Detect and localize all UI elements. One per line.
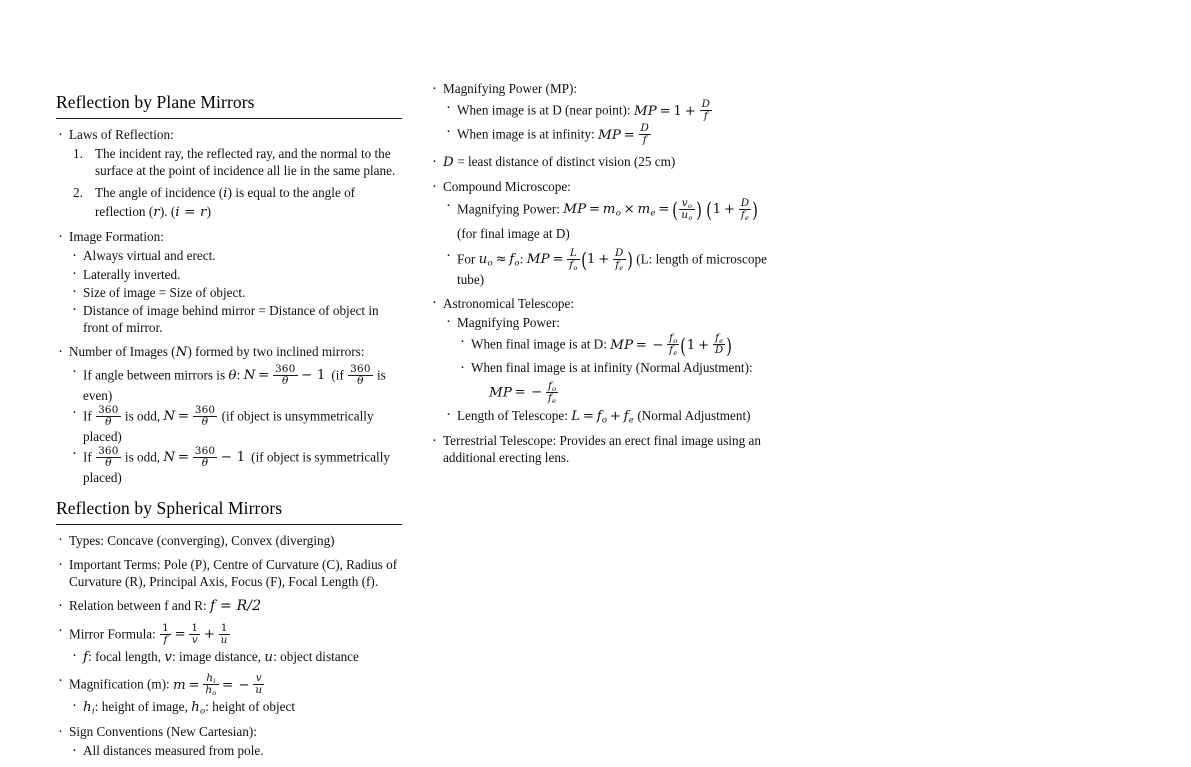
list-item-relation-f-r (56, 597, 402, 615)
list-item-terrestrial-telescope (430, 432, 782, 466)
frac-num-360-b: 360 (350, 362, 371, 375)
formula-n-odd-sym: N = $\frac{360}{\theta}$ − 1 (163, 450, 247, 465)
types-text: Types: Concave (converging), Convex (diverging) (69, 532, 335, 548)
list-item-if-4 (69, 302, 402, 336)
num-images-text-a: Number of Images ( (69, 344, 176, 360)
law-2-text-c: ). ( (159, 203, 176, 219)
list-item-cm-approximation: · For $u_o \approx f_o$: MP = $\frac{L}{f_o}$ (1 + $\frac{D}{f_e}$ ) (L: length of microscope tube) (443, 248, 782, 288)
list-item-magnifying-power (430, 80, 782, 146)
frac-den-theta-c: θ (96, 416, 121, 428)
compound-microscope-sublist (443, 198, 782, 288)
optical-instruments-list (430, 80, 782, 467)
cm-for-u-prefix: For (457, 251, 476, 267)
list-item-astronomical-telescope (430, 295, 782, 425)
right-column (430, 80, 782, 474)
list-item-at-magnifying-power (443, 314, 782, 404)
mag-sub-2: : height of object (205, 698, 296, 714)
d-definition-text: = least distance of distinct vision (25 cm) (457, 154, 676, 170)
frac-den-theta-d: θ (193, 416, 218, 428)
law-2-text-a: The angle of incidence ( (95, 185, 224, 201)
list-item-types (56, 532, 402, 549)
formula-n-even: N = $\frac{360}{\theta}$ − 1 (244, 368, 328, 383)
list-item-cm-magnifying-power (443, 198, 782, 242)
length-telescope-label: Length of Telescope: (457, 407, 568, 423)
astronomical-telescope-label: Astronomical Telescope: (443, 295, 575, 311)
heading-rule-2 (56, 524, 402, 525)
frac-num-360-d: 360 (194, 403, 216, 416)
list-item-if-3 (69, 284, 402, 301)
list-item-laws-of-reflection (56, 126, 402, 221)
mp-at-d-label: When image is at D (near point): (457, 102, 631, 118)
list-item-at-final-infinity (457, 359, 782, 404)
list-item-n-even: · If angle between mirrors is θ: N = $\frac{360}{\theta}$ − 1 (if $\frac{360}{\theta}$ is even) (69, 364, 402, 404)
symbol-N: N (175, 345, 188, 361)
mag-sub-1: : height of image, (94, 698, 192, 714)
list-item-mf-definitions (69, 648, 402, 666)
laws-numbered-list (69, 145, 402, 221)
formula-cm-mp: MP = $m_o \times m_e$ = ( $\frac{v_o}{u_o}$ ) (1 + $\frac{D}{f_e}$ ) (563, 196, 759, 223)
mf-sub-1: : focal length, (88, 648, 165, 664)
frac-360-theta-e (95, 444, 122, 469)
law-2-text-d: ) (206, 203, 212, 219)
formula-n-odd-unsym: N = $\frac{360}{\theta}$ (163, 403, 216, 428)
sc-1-text: All distances measured from pole. (83, 743, 264, 759)
mirror-formula-label: Mirror Formula: (69, 626, 156, 642)
laws-of-reflection-label: Laws of Reflection: (69, 127, 174, 142)
formula-telescope-length: $L = f_o + f_e$ (571, 408, 635, 426)
cm-for-final-image: (for final image at D) (457, 225, 570, 241)
left-column (56, 92, 402, 767)
symbol-f: f (83, 649, 89, 665)
n1-paren-open: (if (331, 367, 344, 383)
list-item-compound-microscope (430, 178, 782, 287)
heading-rule (56, 118, 402, 119)
list-item-if-2 (69, 266, 402, 283)
list-item-law-2 (69, 184, 402, 221)
n2-mid: is odd, (124, 408, 161, 424)
mf-sub-2: : image distance, (172, 648, 265, 664)
num-images-text-b: ) formed by two inclined mirrors: (187, 344, 365, 360)
list-item-mirror-formula (56, 623, 402, 666)
magnifying-power-label: Magnifying Power (MP): (443, 81, 578, 96)
symbol-h-i: $h_i$ (83, 699, 95, 717)
n1-suffix: is even) (83, 367, 386, 403)
list-item-mp-at-d (443, 99, 782, 122)
astronomical-telescope-sublist (443, 314, 782, 425)
formula-at-mp-d: MP = − $\frac{f_o}{f_e}$ (1 + $\frac{f_e}{D}$ ) (610, 332, 733, 358)
at-final-inf-label: When final image is at infinity (Normal Adjustment): (471, 360, 753, 376)
list-item-sc-1 (69, 742, 402, 759)
compound-microscope-label: Compound Microscope: (443, 179, 571, 195)
n3-post: (if object is symmetrically placed) (83, 449, 390, 485)
symbol-r: r (153, 204, 160, 220)
list-item-if-1 (69, 247, 402, 264)
symbol-i-equals-r: i = r (175, 204, 207, 220)
if-4-text: Distance of image behind mirror = Distance of object in front of mirror. (83, 302, 379, 336)
minus-one-b: − 1 (220, 450, 246, 466)
cm-mp-label: Magnifying Power: (457, 201, 560, 217)
list-item-mag-definitions (69, 698, 402, 716)
section-heading-plane-mirrors: Reflection by Plane Mirrors (56, 92, 255, 112)
list-item-mp-infinity (443, 123, 782, 146)
mp-infinity-label: When image is at infinity: (457, 126, 595, 142)
symbol-u-o-approx-f-o: $u_o \approx f_o$ (478, 252, 520, 269)
frac-den-theta-b: θ (348, 375, 373, 387)
formula-mirror: $\frac{1}{f}$ = $\frac{1}{v}$ + $\frac{1}{u}$ (162, 621, 228, 646)
frac-den-theta-a: θ (273, 375, 298, 387)
cm-tube-note: (L: length of microscope tube) (457, 251, 767, 287)
magnification-sublist (69, 698, 402, 716)
image-formation-label: Image Formation: (69, 229, 164, 245)
mf-sub-3: : object distance (273, 648, 359, 664)
formula-mp-near-point: MP = 1 + $\frac{D}{f}$ (633, 98, 711, 123)
frac-den-theta-f: θ (193, 457, 218, 469)
symbol-u: u (264, 649, 274, 665)
formula-magnification: m = $\frac{h_i}{h_o}$ = − $\frac{v}{u}$ (173, 671, 263, 697)
symbol-v: v (164, 649, 173, 665)
relation-label: Relation between f and R: (69, 598, 207, 614)
mirror-formula-sublist (69, 648, 402, 666)
symbol-D: D (443, 155, 454, 171)
magnification-label: Magnification (m): (69, 676, 170, 692)
if-3-text: Size of image = Size of object. (83, 284, 246, 300)
list-item-at-final-d (457, 333, 782, 356)
formula-cm-approx: MP = $\frac{L}{f_o}$ (1 + $\frac{D}{f_e}$ ) (526, 246, 633, 273)
spherical-mirrors-list (56, 532, 402, 760)
list-item-d-definition (430, 153, 782, 171)
list-item-n-odd-unsym (69, 405, 402, 445)
terms-text: Important Terms: Pole (P), Centre of Curvature (C), Radius of Curvature (R), Principal Axis, Focus (F), Focal Length (f). (69, 557, 398, 590)
symbol-h-o: $h_o$ (191, 699, 206, 717)
list-item-law-1 (69, 145, 402, 179)
n1-prefix: If angle between mirrors is (83, 367, 229, 383)
list-item-magnification (56, 673, 402, 716)
frac-den-theta-e: θ (96, 457, 121, 469)
n2-prefix: If (83, 408, 92, 424)
symbol-theta-1: θ (228, 368, 237, 384)
section-heading-spherical-mirrors: Reflection by Spherical Mirrors (56, 497, 283, 518)
frac-num-360-a: 360 (274, 362, 296, 375)
symbol-i: i (223, 186, 228, 202)
list-item-image-formation (56, 228, 402, 336)
if-1-text: Always virtual and erect. (83, 248, 216, 264)
terrestrial-telescope-text: Terrestrial Telescope: Provides an erect final image using an additional erecting lens. (443, 433, 761, 466)
frac-num-360-f: 360 (194, 444, 216, 457)
formula-at-mp-infinity: MP = − $\frac{f_o}{f_e}$ (489, 379, 557, 405)
formula-f-equals-r-over-2: f = R/2 (210, 598, 262, 615)
normal-adjustment-note: (Normal Adjustment) (637, 407, 751, 423)
frac-num-360-e: 360 (98, 444, 119, 457)
list-item-sign-conventions (56, 723, 402, 759)
frac-360-theta-c (95, 403, 122, 428)
if-2-text: Laterally inverted. (83, 266, 181, 282)
n3-prefix: If (83, 449, 92, 465)
sign-conventions-sublist (69, 742, 402, 759)
list-item-n-odd-sym (69, 446, 402, 486)
at-mp-sublist (457, 333, 782, 404)
law-2-text-b: ) is equal to the angle of reflection ( (95, 185, 356, 219)
at-mp-label: Magnifying Power: (457, 314, 560, 330)
image-formation-sublist (69, 247, 402, 336)
frac-360-theta-b (347, 362, 374, 387)
list-item-length-of-telescope (443, 407, 782, 425)
sign-conventions-label: Sign Conventions (New Cartesian): (69, 724, 257, 740)
formula-mp-infinity: MP = $\frac{D}{f}$ (598, 122, 650, 147)
plane-mirrors-list (56, 126, 402, 486)
list-item-number-of-images (56, 343, 402, 486)
magnifying-power-sublist (443, 99, 782, 146)
list-item-important-terms (56, 556, 402, 590)
minus-one-a: − 1 (301, 368, 326, 384)
n2-post: (if object is unsymmetrically placed) (83, 408, 374, 444)
frac-num-360-c: 360 (98, 403, 119, 416)
law-1-text: The incident ray, the reflected ray, and the normal to the surface at the point of incidence all lie in the same plane. (95, 146, 396, 179)
n3-mid: is odd, (124, 449, 161, 465)
at-final-d-label: When final image is at D: (471, 336, 607, 352)
num-images-sublist (69, 364, 402, 486)
